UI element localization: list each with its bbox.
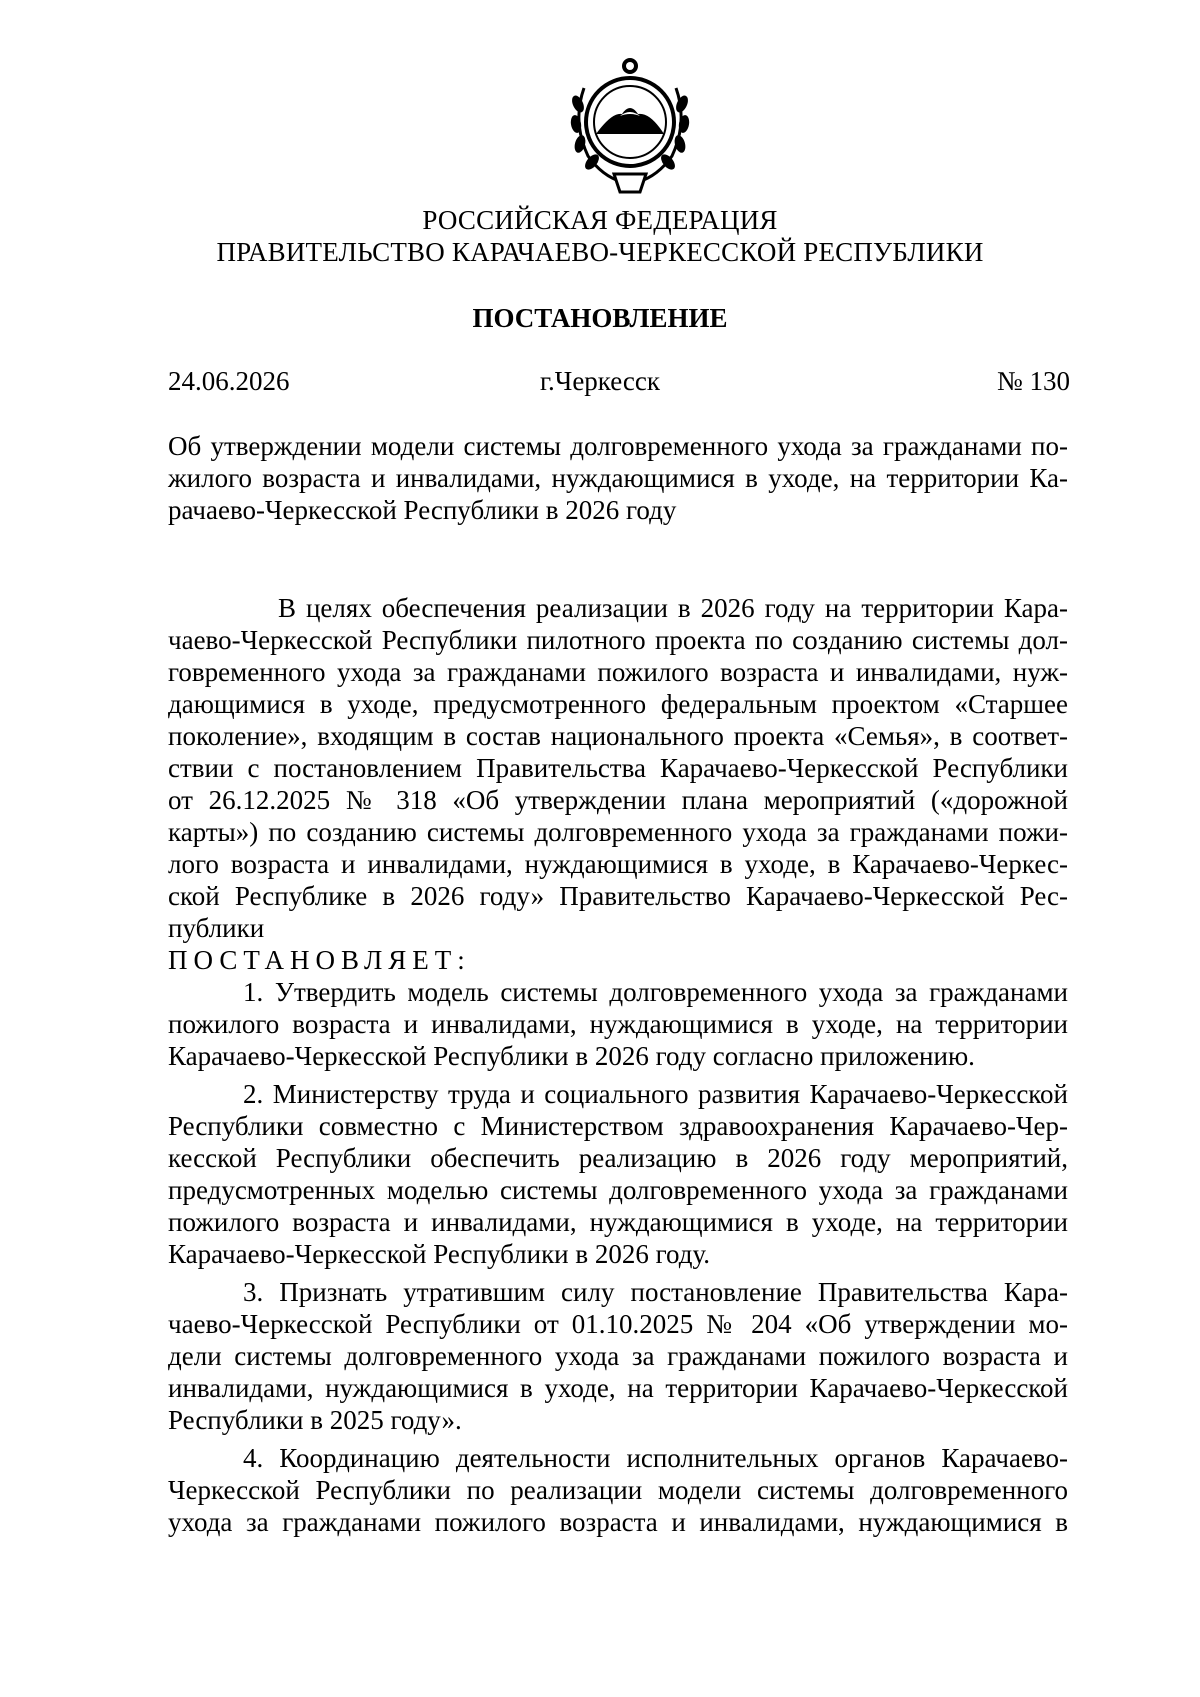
item-line: 1. Утвердить модель системы долговременного ухода за гражданами xyxy=(243,977,1068,1007)
preamble-line: поколение», входящим в состав национального проекта «Семья», в соответ- xyxy=(168,721,1068,751)
preamble-line: публики xyxy=(168,913,265,943)
item-3-paragraph xyxy=(168,1276,1068,1436)
document-body xyxy=(168,592,1068,1538)
document-title xyxy=(168,430,1068,526)
decree-word: ПОСТАНОВЛЯЕТ: xyxy=(168,945,471,975)
item-line: дели системы долговременного ухода за гражданами пожилого возраста и xyxy=(168,1341,1068,1371)
item-4-paragraph xyxy=(168,1442,1068,1538)
header-government: ПРАВИТЕЛЬСТВО КАРАЧАЕВО-ЧЕРКЕССКОЙ РЕСПУБЛИКИ xyxy=(216,237,984,267)
item-line: пожилого возраста и инвалидами, нуждающимися в уходе, на территории xyxy=(168,1009,1068,1039)
preamble-line: говременного ухода за гражданами пожилого возраста и инвалидами, нуж- xyxy=(168,657,1068,687)
preamble-line: от 26.12.2025 № 318 «Об утверждении плана мероприятий («дорожной xyxy=(168,785,1068,815)
preamble-line: дающимися в уходе, предусмотренного федеральным проектом «Старшее xyxy=(168,689,1068,719)
title-line: рачаево-Черкесской Республики в 2026 году xyxy=(168,495,677,525)
preamble-line: чаево-Черкесской Республики пилотного проекта по созданию системы дол- xyxy=(168,625,1068,655)
coat-of-arms-emblem xyxy=(562,52,698,202)
item-line: пожилого возраста и инвалидами, нуждающимися в уходе, на территории xyxy=(168,1207,1068,1237)
item-line: Республики совместно с Министерством здравоохранения Карачаево-Чер- xyxy=(168,1111,1068,1141)
item-line: Республики в 2025 году». xyxy=(168,1405,462,1435)
item-line: Черкесской Республики по реализации модели системы долговременного xyxy=(168,1475,1068,1505)
item-line: 2. Министерству труда и социального развития Карачаево-Черкесской xyxy=(243,1079,1068,1109)
title-line: Об утверждении модели системы долговременного ухода за гражданами по- xyxy=(168,431,1068,461)
item-line: 4. Координацию деятельности исполнительных органов Карачаево- xyxy=(243,1443,1068,1473)
item-2-paragraph xyxy=(168,1078,1068,1270)
item-line: предусмотренных моделью системы долговременного ухода за гражданами xyxy=(168,1175,1068,1205)
item-line: ухода за гражданами пожилого возраста и инвалидами, нуждающимися в xyxy=(168,1507,1068,1537)
document-number: № 130 xyxy=(996,366,1070,396)
document-city: г.Черкесск xyxy=(540,366,660,396)
document-type-title: ПОСТАНОВЛЕНИЕ xyxy=(472,303,728,333)
item-line: Карачаево-Черкесской Республики в 2026 году. xyxy=(168,1239,711,1269)
preamble-paragraph xyxy=(168,592,1068,944)
item-line: инвалидами, нуждающимися в уходе, на территории Карачаево-Черкесской xyxy=(168,1373,1068,1403)
item-line: 3. Признать утратившим силу постановление Правительства Кара- xyxy=(243,1277,1068,1307)
document-date: 24.06.2026 xyxy=(168,366,290,396)
preamble-line: лого возраста и инвалидами, нуждающимися в уходе, в Карачаево-Черкес- xyxy=(168,849,1068,879)
preamble-line: В целях обеспечения реализации в 2026 году на территории Кара- xyxy=(278,593,1068,623)
item-line: Карачаево-Черкесской Республики в 2026 году согласно приложению. xyxy=(168,1041,975,1071)
preamble-line: ствии с постановлением Правительства Карачаево-Черкесской Республики xyxy=(168,753,1068,783)
title-line: жилого возраста и инвалидами, нуждающимися в уходе, на территории Ка- xyxy=(168,463,1068,493)
header-country: РОССИЙСКАЯ ФЕДЕРАЦИЯ xyxy=(422,205,778,235)
item-line: чаево-Черкесской Республики от 01.10.2025 № 204 «Об утверждении мо- xyxy=(168,1309,1068,1339)
item-1-paragraph xyxy=(168,976,1068,1072)
preamble-line: ской Республике в 2026 году» Правительство Карачаево-Черкесской Рес- xyxy=(168,881,1068,911)
preamble-line: карты») по созданию системы долговременного ухода за гражданами пожи- xyxy=(168,817,1068,847)
item-line: кесской Республики обеспечить реализацию в 2026 году мероприятий, xyxy=(168,1143,1068,1173)
